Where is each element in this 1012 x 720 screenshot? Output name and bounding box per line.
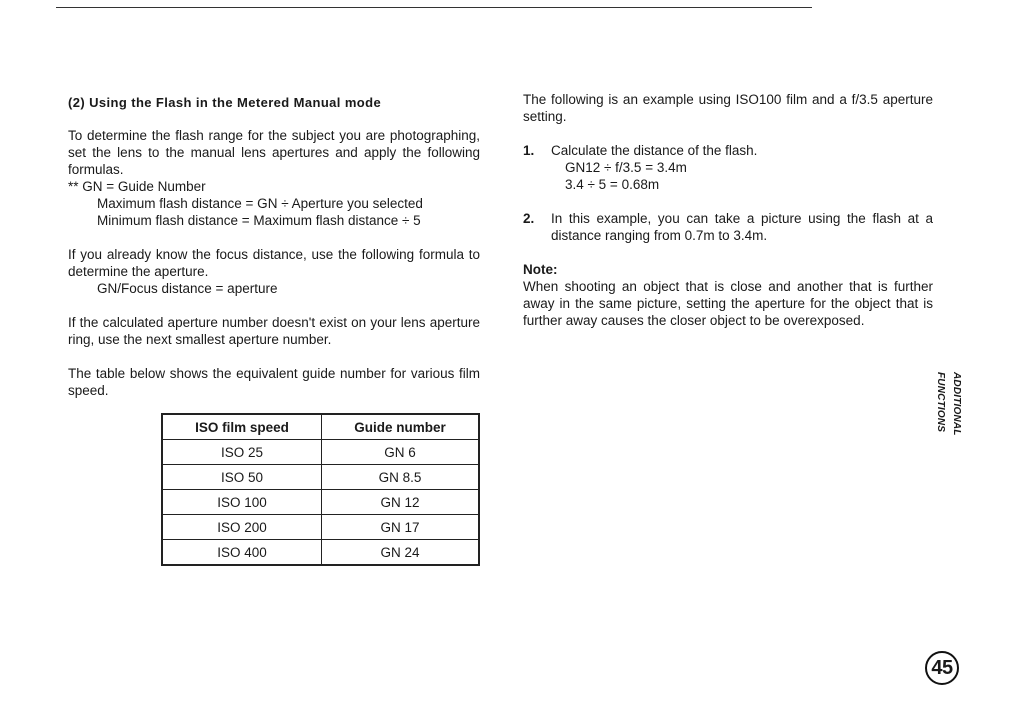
step-2 [523, 210, 933, 244]
table-intro-paragraph: The table below shows the equivalent guide number for various film speed. [68, 366, 480, 398]
table-cell-gn: GN 6 [322, 440, 480, 465]
table-header-iso: ISO film speed [162, 414, 322, 440]
top-rule [56, 7, 812, 8]
table-row [162, 515, 479, 540]
table-row [162, 540, 479, 566]
table-header-guide: Guide number [322, 414, 480, 440]
example-intro: The following is an example using ISO100 film and a f/3.5 aperture setting. [523, 92, 933, 124]
table-cell-gn: GN 17 [322, 515, 480, 540]
guide-number-definition: ** GN = Guide Number [68, 179, 206, 194]
table-cell-iso: ISO 400 [162, 540, 322, 566]
step-2-number: 2. [523, 211, 535, 226]
step-2-text: In this example, you can take a picture using the flash at a distance ranging from 0.7m to 3.4m. [551, 211, 933, 243]
step-1-number: 1. [523, 143, 535, 158]
step-1-calc-2: 3.4 ÷ 5 = 0.68m [565, 177, 660, 192]
guide-number-table [161, 413, 480, 566]
formula-max-distance: Maximum flash distance = GN ÷ Aperture you selected [97, 196, 423, 211]
table-cell-iso: ISO 50 [162, 465, 322, 490]
table-cell-iso: ISO 100 [162, 490, 322, 515]
formula-aperture: GN/Focus distance = aperture [97, 281, 278, 296]
left-column [68, 94, 480, 566]
step-1 [523, 142, 933, 193]
section-sidebar-label: ADDITIONAL FUNCTIONS [935, 372, 962, 436]
aperture-paragraph: If the calculated aperture number doesn't exist on your lens aperture ring, use the next smallest aperture number. [68, 315, 480, 347]
table-cell-gn: GN 12 [322, 490, 480, 515]
right-column [523, 91, 933, 329]
intro-paragraph: To determine the flash range for the subject you are photographing, set the lens to the manual lens apertures and apply the following formulas. [68, 128, 480, 177]
table-cell-iso: ISO 200 [162, 515, 322, 540]
step-1-text: Calculate the distance of the flash. [551, 143, 758, 158]
table-row [162, 490, 479, 515]
table-cell-gn: GN 24 [322, 540, 480, 566]
page-number: 45 [925, 651, 959, 685]
table-header-row [162, 414, 479, 440]
table-cell-gn: GN 8.5 [322, 465, 480, 490]
table-cell-iso: ISO 25 [162, 440, 322, 465]
note-label: Note: [523, 262, 558, 277]
step-1-calc-1: GN12 ÷ f/3.5 = 3.4m [565, 160, 687, 175]
focus-paragraph: If you already know the focus distance, use the following formula to determine the aperture. [68, 247, 480, 279]
note-text: When shooting an object that is close and another that is further away in the same picture, setting the aperture for the object that is further away causes the closer object to be overexposed. [523, 279, 933, 328]
section-heading: (2) Using the Flash in the Metered Manual mode [68, 95, 382, 110]
table-row [162, 440, 479, 465]
table-row [162, 465, 479, 490]
formula-min-distance: Minimum flash distance = Maximum flash distance ÷ 5 [97, 213, 421, 228]
